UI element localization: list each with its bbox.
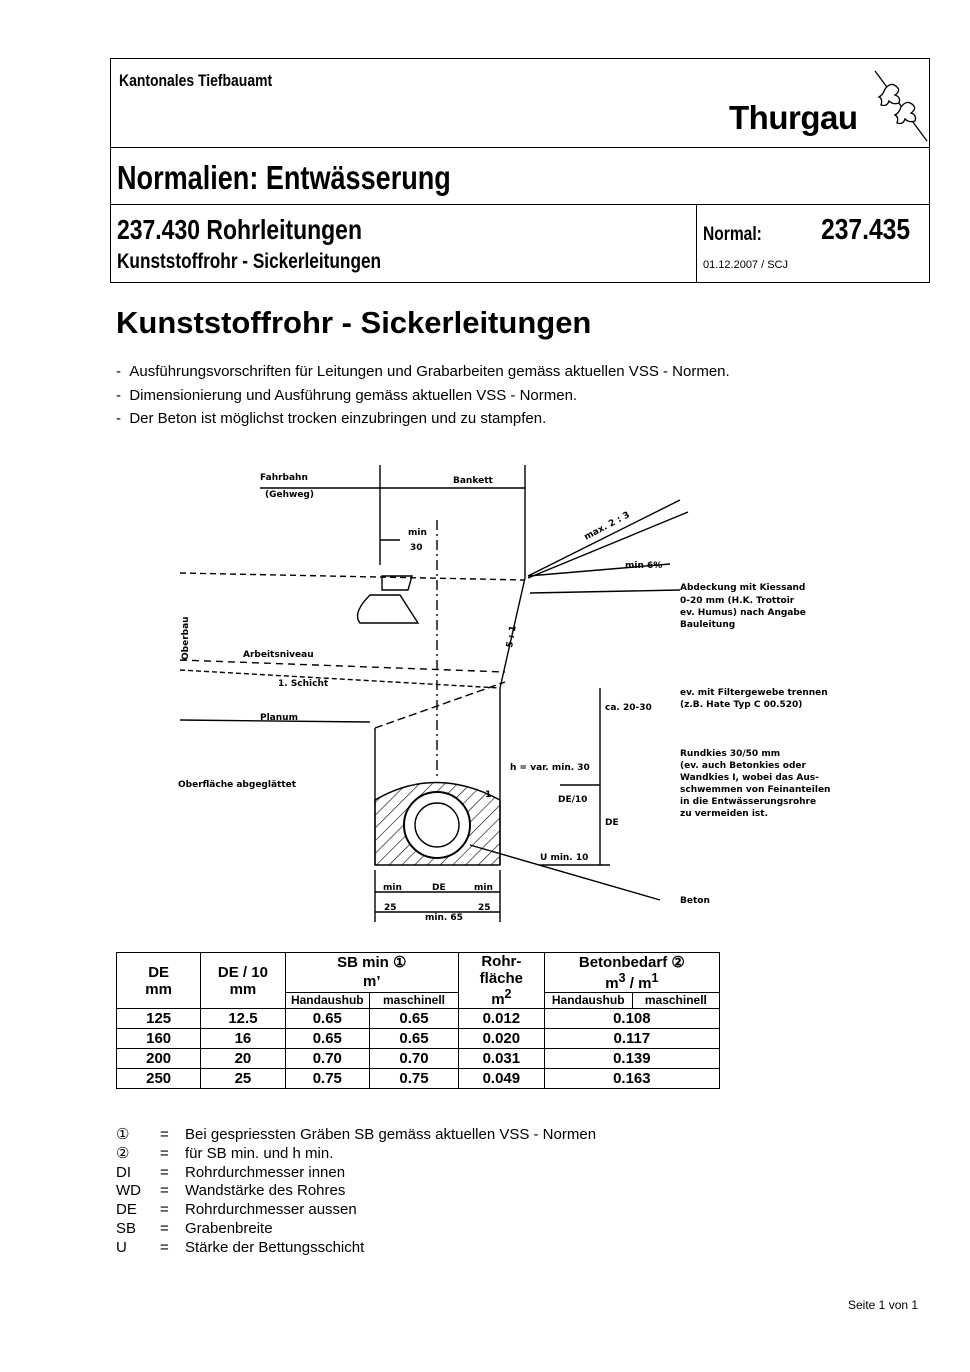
- cell-de: 250: [117, 1069, 201, 1089]
- table-row: [117, 1029, 720, 1049]
- label-min: min: [408, 528, 427, 538]
- cell-beton: 0.139: [544, 1049, 719, 1069]
- page-number: Seite 1 von 1: [848, 1298, 919, 1312]
- label-abdeckung-1: Abdeckung mit Kiessand: [680, 583, 806, 593]
- label-planum: Planum: [260, 713, 298, 723]
- label-rundkies-3: Wandkies I, wobei das Aus-: [680, 773, 819, 783]
- legend-text: für SB min. und h min.: [185, 1144, 334, 1162]
- header-agency-row: [111, 59, 929, 148]
- legend-equals: =: [160, 1219, 169, 1237]
- cell-sb-masch: 0.65: [369, 1029, 458, 1049]
- header-rohr-label: Rohr-: [481, 953, 522, 970]
- cell-de10: 20: [201, 1049, 285, 1069]
- header-betonbedarf: [544, 953, 719, 972]
- cell-de10: 16: [201, 1029, 285, 1049]
- cell-sb-hand: 0.65: [285, 1009, 369, 1029]
- unit-sup-1: 1: [651, 971, 659, 985]
- legend-text: Bei gespriessten Gräben SB gemäss aktuellen VSS - Normen: [185, 1126, 597, 1143]
- header-de-unit: mm: [145, 980, 172, 998]
- normal-label: Normal:: [703, 224, 762, 245]
- header-sbmin-label: SB min ①: [337, 954, 407, 971]
- label-rundkies-6: zu vermeiden ist.: [680, 809, 769, 819]
- label-oberbau: Oberbau: [181, 616, 191, 660]
- header-beton-unit: [544, 971, 719, 993]
- cell-flaeche: 0.012: [459, 1009, 545, 1029]
- legend: [116, 1126, 596, 1258]
- header-sbmin-unit: m’: [285, 971, 458, 993]
- brand-name: Thurgau: [729, 99, 858, 136]
- unit-per-m: / m: [625, 975, 652, 992]
- label-rundkies-4: schwemmen von Feinanteilen: [680, 785, 831, 795]
- cross-section-drawing: [170, 460, 870, 930]
- legend-symbol: DE: [116, 1201, 137, 1219]
- section-number: 237.430 Rohrleitungen: [117, 214, 362, 245]
- legend-equals: =: [160, 1182, 169, 1200]
- label-schicht: 1. Schicht: [278, 679, 329, 689]
- legend-equals: =: [160, 1238, 169, 1256]
- label-min-slope: min 6%: [625, 561, 663, 571]
- header-flaeche-unit: [461, 987, 542, 1008]
- label-bottom-de: DE: [432, 883, 446, 893]
- cell-sb-masch: 0.75: [369, 1069, 458, 1089]
- page-title: Normalien: Entwässerung: [117, 159, 451, 196]
- canton-crest-icon: [871, 69, 929, 145]
- label-h-var: h = var. min. 30: [510, 763, 590, 773]
- label-bankett: Bankett: [453, 476, 493, 486]
- table-row: [117, 1009, 720, 1029]
- legend-row: [116, 1239, 596, 1258]
- agency-name: Kantonales Tiefbauamt: [119, 71, 273, 90]
- label-filter-1: ev. mit Filtergewebe trennen: [680, 688, 828, 698]
- header-de-label: DE: [148, 963, 170, 981]
- label-fahrbahn: Fahrbahn: [260, 473, 308, 483]
- cell-sb-hand: 0.75: [285, 1069, 369, 1089]
- label-min65: min. 65: [425, 913, 463, 923]
- label-de: DE: [605, 818, 619, 828]
- label-de10: DE/10: [558, 795, 588, 805]
- legend-row: [116, 1164, 596, 1183]
- table-row: [117, 1049, 720, 1069]
- header-title-row: [111, 147, 929, 205]
- legend-text: Stärke der Bettungsschicht: [185, 1238, 365, 1256]
- legend-symbol: WD: [116, 1182, 141, 1200]
- rule-item: - Ausführungsvorschriften für Leitungen und Grabarbeiten gemäss aktuellen VSS - Normen.: [116, 360, 730, 384]
- cell-de10: 12.5: [201, 1009, 285, 1029]
- legend-row: [116, 1201, 596, 1220]
- label-rundkies-1: Rundkies 30/50 mm: [680, 749, 781, 759]
- legend-symbol: U: [116, 1238, 127, 1256]
- cell-de: 160: [117, 1029, 201, 1049]
- label-ca: ca. 20-30: [605, 703, 652, 713]
- cell-de10: 25: [201, 1069, 285, 1089]
- cell-beton: 0.117: [544, 1029, 719, 1049]
- legend-symbol: ②: [116, 1144, 130, 1162]
- legend-row: [116, 1182, 596, 1201]
- header-rohrflaeche: [459, 953, 545, 1009]
- label-abdeckung-4: Bauleitung: [680, 620, 736, 630]
- label-abdeckung-2: 0-20 mm (H.K. Trottoir: [680, 596, 795, 606]
- header-handaushub-1: Handaushub: [285, 993, 369, 1009]
- label-one: 1: [485, 790, 492, 800]
- unit-m3: m: [605, 975, 619, 992]
- header-flaeche-label: fläche: [479, 970, 524, 987]
- cell-flaeche: 0.049: [459, 1069, 545, 1089]
- rule-item: - Dimensionierung und Ausführung gemäss aktuellen VSS - Normen.: [116, 384, 730, 408]
- label-slope-51: 5 : 1: [505, 624, 519, 649]
- header-section-row: [111, 204, 929, 284]
- cell-de: 200: [117, 1049, 201, 1069]
- rule-item: - Der Beton ist möglichst trocken einzubringen und zu stampfen.: [116, 407, 730, 431]
- header-handaushub-2: Handaushub: [544, 993, 632, 1009]
- rules-list: [116, 360, 730, 431]
- legend-symbol: SB: [116, 1219, 137, 1237]
- legend-symbol: DI: [116, 1163, 131, 1181]
- label-rundkies-5: in die Entwässerungsrohre: [680, 797, 817, 807]
- cell-flaeche: 0.031: [459, 1049, 545, 1069]
- label-rundkies-2: (ev. auch Betonkies oder: [680, 761, 806, 771]
- header-de10-label: DE / 10: [217, 963, 268, 981]
- label-arbeitsniveau: Arbeitsniveau: [243, 650, 314, 660]
- legend-text: Grabenbreite: [185, 1219, 273, 1237]
- cell-flaeche: 0.020: [459, 1029, 545, 1049]
- label-bottom-25-left: 25: [384, 903, 397, 913]
- label-filter-2: (z.B. Hate Typ C 00.520): [680, 700, 803, 710]
- header-de: [117, 953, 201, 1009]
- legend-equals: =: [160, 1163, 169, 1181]
- cell-sb-masch: 0.70: [369, 1049, 458, 1069]
- header-maschinell-2: maschinell: [632, 993, 719, 1009]
- legend-equals: =: [160, 1126, 169, 1143]
- header-sbmin: [285, 953, 458, 972]
- label-bottom-min-left: min: [383, 883, 402, 893]
- cell-sb-hand: 0.65: [285, 1029, 369, 1049]
- table-row: [117, 1069, 720, 1089]
- header-de10-unit: mm: [229, 980, 257, 998]
- legend-row: [116, 1126, 596, 1145]
- legend-text: Rohrdurchmesser aussen: [185, 1201, 357, 1219]
- normal-number: 237.435: [821, 214, 911, 246]
- header-box: [110, 58, 930, 283]
- cell-beton: 0.108: [544, 1009, 719, 1029]
- header-de10: [201, 953, 285, 1009]
- legend-equals: =: [160, 1201, 169, 1219]
- legend-symbol: ①: [116, 1126, 130, 1143]
- legend-row: [116, 1145, 596, 1164]
- label-oberflaeche: Oberfläche abgeglättet: [178, 780, 297, 790]
- legend-row: [116, 1220, 596, 1239]
- label-max-slope: max. 2 : 3: [582, 510, 632, 543]
- label-abdeckung-3: ev. Humus) nach Angabe: [680, 608, 806, 618]
- dimensions-table: [116, 952, 720, 1089]
- label-beton: Beton: [680, 896, 710, 906]
- label-bottom-min-right: min: [474, 883, 493, 893]
- label-gehweg: (Gehweg): [265, 490, 314, 500]
- header-maschinell-1: maschinell: [369, 993, 458, 1009]
- legend-equals: =: [160, 1144, 169, 1162]
- label-bottom-25-right: 25: [478, 903, 491, 913]
- unit-sup-2: 2: [504, 987, 512, 1001]
- document-title: Kunststoffrohr - Sickerleitungen: [116, 305, 592, 340]
- cell-sb-masch: 0.65: [369, 1009, 458, 1029]
- header-divider: [696, 204, 697, 283]
- unit-m: m: [491, 991, 505, 1008]
- legend-text: Rohrdurchmesser innen: [185, 1163, 346, 1181]
- header-beton-label: Betonbedarf ②: [578, 954, 685, 971]
- label-30: 30: [410, 543, 423, 553]
- cell-sb-hand: 0.70: [285, 1049, 369, 1069]
- legend-text: Wandstärke des Rohres: [185, 1182, 346, 1200]
- cell-de: 125: [117, 1009, 201, 1029]
- cell-beton: 0.163: [544, 1069, 719, 1089]
- section-subtitle: Kunststoffrohr - Sickerleitungen: [117, 250, 382, 273]
- label-u-min: U min. 10: [540, 853, 589, 863]
- document-date: 01.12.2007 / SCJ: [703, 259, 789, 271]
- unit-sup-3: 3: [618, 971, 626, 985]
